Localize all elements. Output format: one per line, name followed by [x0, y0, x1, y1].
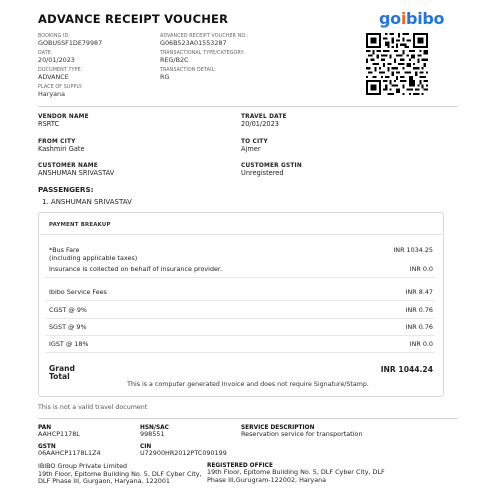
payment-breakup-heading: PAYMENT BREAKUP	[49, 222, 111, 228]
computer-generated-note: This is a computer generated Invoice and does not require Signature/Stamp.	[127, 381, 369, 388]
transaction-detail-block: TRANSACTION DETAIL: RG	[160, 68, 217, 81]
sgst-amount: INR 0.76	[405, 323, 433, 331]
transaction-detail-value: RG	[160, 73, 170, 81]
passengers-heading: PASSENGERS:	[38, 185, 94, 194]
passenger-item: 1. ANSHUMAN SRIVASTAV	[42, 198, 132, 206]
customer-name-value: ANSHUMAN SRIVASTAV	[38, 169, 115, 177]
registered-office-block: REGISTERED OFFICE 19th Floor, Epitome Building No. 5, DLF Cyber City, DLF Phase III,Gurugram-122002, Haryana	[207, 463, 397, 484]
divider	[40, 234, 442, 235]
company-name: IBIBO Group Private Limited	[38, 462, 128, 470]
booking-id-block: BOOKING ID: GOBUSSF1DE79987	[38, 34, 103, 47]
service-description-value: Reservation service for transportation	[241, 430, 363, 438]
sgst-label: SGST @ 9%	[49, 323, 87, 331]
document-type-value: ADVANCE	[38, 73, 69, 81]
to-city-block: TO CITY Ajmer	[241, 139, 268, 153]
not-valid-note: This is not a valid travel document	[38, 404, 148, 411]
customer-name-block: CUSTOMER NAME ANSHUMAN SRIVASTAV	[38, 163, 115, 177]
divider	[38, 106, 458, 107]
divider	[45, 300, 435, 301]
cin-block: CIN U72900HR2012PTC090199	[140, 444, 227, 457]
from-city-value: Kashmiri Gate	[38, 145, 85, 153]
document-type-block: DOCUMENT TYPE: ADVANCE	[38, 68, 83, 81]
voucher-no-value: G06B523A01553287	[160, 39, 227, 47]
travel-date-value: 20/01/2023	[241, 120, 280, 128]
transaction-type-block: TRANSACTIONAL TYPE/CATEGORY: REG/B2C	[160, 51, 245, 64]
service-description-block: SERVICE DESCRIPTION Reservation service for transportation	[241, 425, 363, 438]
booking-id-value: GOBUSSF1DE79987	[38, 39, 103, 47]
gstin-block: GSTN 06AAHCP1178L1Z4	[38, 444, 101, 457]
divider	[38, 418, 458, 419]
bus-fare-amount: INR 1034.25	[393, 246, 433, 254]
cgst-amount: INR 0.76	[405, 306, 433, 314]
cin-value: U72900HR2012PTC090199	[140, 449, 227, 457]
insurance-amount: INR 0.0	[409, 265, 433, 273]
gstin-value: 06AAHCP1178L1Z4	[38, 449, 101, 457]
bus-fare-label: *Bus Fare (including applicable taxes)	[49, 246, 138, 263]
service-fees-label: Ibibo Service Fees	[49, 288, 107, 296]
grand-total-amount: INR 1044.24	[380, 365, 433, 374]
voucher-title: ADVANCE RECEIPT VOUCHER	[38, 12, 229, 26]
igst-label: IGST @ 18%	[49, 340, 89, 348]
pan-block: PAN AAHCP1178L	[38, 425, 80, 438]
date-block: DATE: 20/01/2023	[38, 51, 75, 64]
date-value: 20/01/2023	[38, 56, 75, 64]
company-address: 19th Floor, Epitome Building No. 5, DLF Cyber City, DLF Phase III, Gurgaon, Haryana, 122001	[38, 469, 202, 486]
customer-gstin-value: Unregistered	[241, 169, 284, 177]
place-of-supply-value: Haryana	[38, 90, 66, 98]
pan-value: AAHCP1178L	[38, 430, 80, 438]
company-address-block	[38, 463, 203, 486]
hsn-value: 998551	[140, 430, 165, 438]
insurance-label: Insurance is collected on behalf of insurance provider.	[49, 265, 223, 273]
vendor-name-block: VENDOR NAME RSRTC	[38, 114, 89, 128]
to-city-value: Ajmer	[241, 145, 261, 153]
transaction-type-value: REG/B2C	[160, 56, 189, 64]
hsn-block: HSN/SAC 998551	[140, 425, 169, 438]
from-city-block: FROM CITY Kashmiri Gate	[38, 139, 85, 153]
voucher-no-block: ADVANCED RECEIPT VOUCHER NO.: G06B523A01553287	[160, 34, 249, 47]
grand-total-label: Grand Total	[49, 364, 75, 382]
divider	[45, 352, 435, 353]
goibibo-logo: goibibo	[379, 9, 445, 28]
travel-date-block: TRAVEL DATE 20/01/2023	[241, 114, 287, 128]
customer-gstin-block: CUSTOMER GSTIN Unregistered	[241, 163, 302, 177]
vendor-name-value: RSRTC	[38, 120, 60, 128]
place-of-supply-block: PLACE OF SUPPLY: Haryana	[38, 85, 83, 98]
divider	[45, 277, 435, 278]
divider	[45, 318, 435, 319]
igst-amount: INR 0.0	[409, 340, 433, 348]
qr-code-icon	[366, 33, 428, 95]
registered-office-address: 19th Floor, Epitome Building No. 5, DLF Cyber City, DLF Phase III,Gurugram-122002, Haryana	[207, 468, 385, 484]
cgst-label: CGST @ 9%	[49, 306, 87, 314]
divider	[45, 335, 435, 336]
service-fees-amount: INR 8.47	[405, 288, 433, 296]
